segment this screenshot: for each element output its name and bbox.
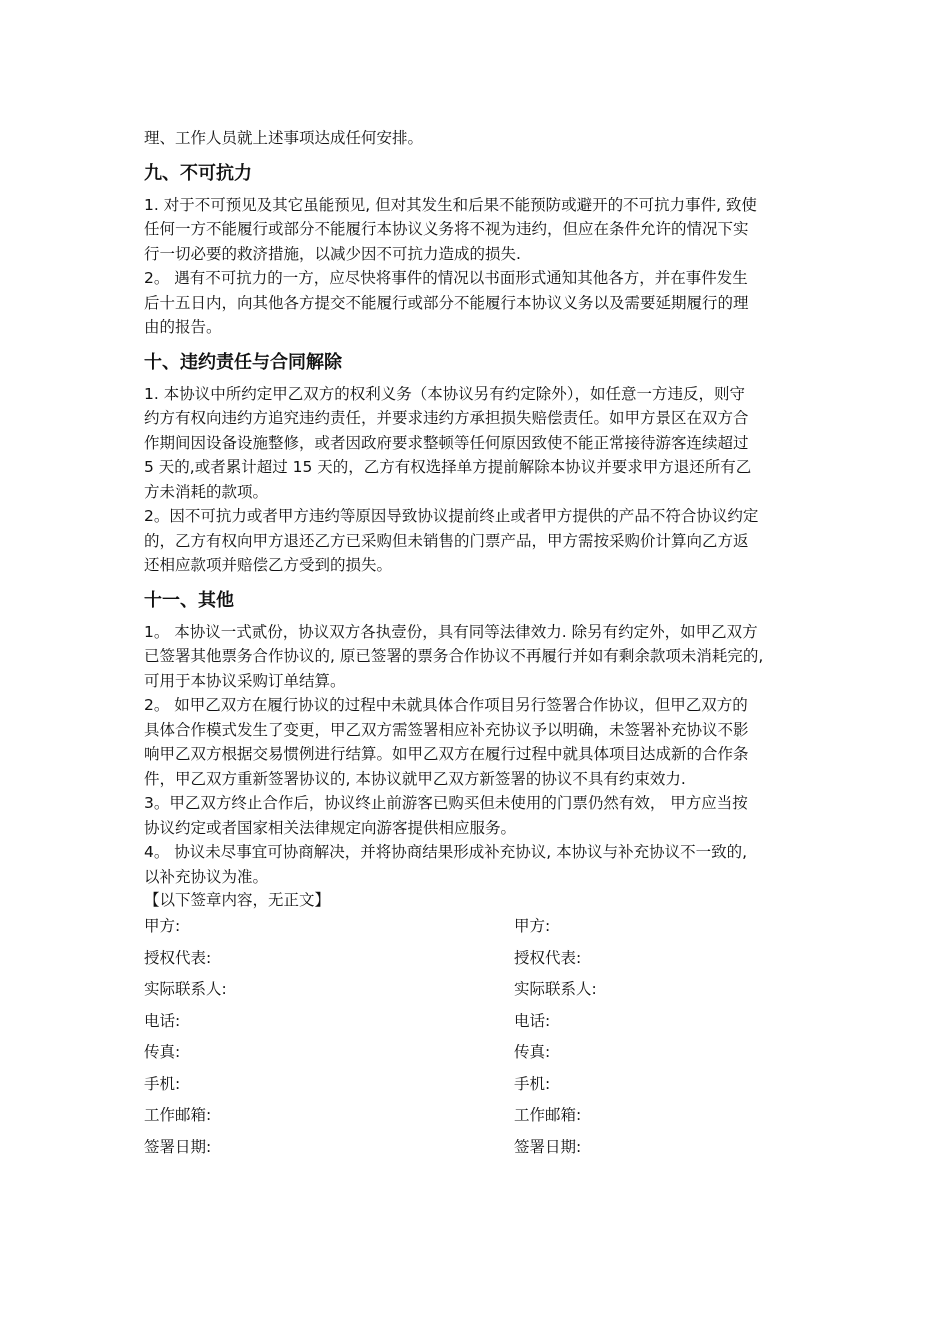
text-line: 1. 对于不可预见及其它虽能预见, 但对其发生和后果不能预防或避开的不可抗力事件, 致使 [144,195,757,214]
signature-table [144,911,814,1163]
text-line: 作期间因设备设施整修，或者因政府要求整顿等任何原因致使不能正常接待游客连续超过 [144,433,749,452]
party-b-mobile-label: 手机: [514,1074,551,1093]
text-line: 任何一方不能履行或部分不能履行本协议义务将不视为违约，但应在条件允许的情况下实 [144,220,749,238]
party-b-representative-label: 授权代表: [514,948,582,967]
text-line: 方未消耗的款项。 [144,482,269,501]
party-b-fax-label: 传真: [514,1043,551,1061]
section-10-paragraph-2 [144,504,814,578]
section-10-paragraph-1 [144,382,814,505]
text-line: 3。甲乙双方终止合作后，协议终止前游客已购买但未使用的门票仍然有效， 甲方应当按 [144,794,748,812]
text-line: 件，甲乙双方重新签署协议的, 本协议就甲乙双方新签署的协议不具有约束效力. [144,769,686,788]
text-line: 4。 协议未尽事宜可协商解决，并将协商结果形成补充协议, 本协议与补充协议不一致的, [144,843,748,861]
text-line: 行一切必要的救济措施，以减少因不可抗力造成的损失. [144,244,521,263]
party-b-phone-label: 电话: [514,1011,551,1030]
section-9-title: 九、不可抗力 [144,162,252,184]
text-line: 2。 如甲乙双方在履行协议的过程中未就具体合作项目另行签署合作协议，但甲乙双方的 [144,696,748,714]
text-line: 2。 遇有不可抗力的一方，应尽快将事件的情况以书面形式通知其他各方，并在事件发生 [144,269,748,287]
section-11-paragraph-2 [144,693,814,791]
text-line: 响甲乙双方根据交易惯例进行结算。如甲乙双方在履行过程中就具体项目达成新的合作条 [144,745,749,763]
party-b-name-label: 甲方: [514,917,551,935]
party-b-email-label: 工作邮箱: [514,1106,582,1124]
signature-notice: 【以下签章内容，无正文】 [144,891,331,909]
text-line: 以补充协议为准。 [144,867,269,886]
text-line: 具体合作模式发生了变更，甲乙双方需签署相应补充协议予以明确，未签署补充协议不影 [144,720,749,739]
intro-line: 理、工作人员就上述事项达成任何安排。 [144,129,424,147]
text-line: 还相应款项并赔偿乙方受到的损失。 [144,556,393,574]
section-11-paragraph-4 [144,840,814,889]
party-a-fax-label: 传真: [144,1043,181,1061]
party-b-date-label: 签署日期: [514,1137,582,1156]
party-a-date-label: 签署日期: [144,1137,212,1156]
section-11-title: 十一、其他 [144,589,234,611]
text-line: 约方有权向违约方追究违约责任，并要求违约方承担损失赔偿责任。如甲方景区在双方合 [144,409,749,427]
text-line: 已签署其他票务合作协议的, 原已签署的票务合作协议不再履行并如有剩余款项未消耗完的, [144,647,764,665]
text-line: 的，乙方有权向甲方退还乙方已采购但未销售的门票产品，甲方需按采购价计算向乙方返 [144,531,749,550]
section-11-paragraph-3 [144,791,814,840]
party-a-representative-label: 授权代表: [144,948,212,967]
text-line: 5 天的,或者累计超过 15 天的，乙方有权选择单方提前解除本协议并要求甲方退还所有乙 [144,458,752,476]
section-10-title: 十、违约责任与合同解除 [144,351,342,373]
party-a-contact-label: 实际联系人: [144,980,227,998]
document-page [144,126,814,1163]
party-a-email-label: 工作邮箱: [144,1106,212,1124]
text-line: 可用于本协议采购订单结算。 [144,671,346,690]
text-line: 1. 本协议中所约定甲乙双方的权利义务（本协议另有约定除外），如任意一方违反，则守 [144,384,745,403]
section-11-paragraph-1 [144,620,814,694]
section-9-paragraph-1 [144,193,814,267]
party-a-name-label: 甲方: [144,917,181,935]
text-line: 协议约定或者国家相关法律规定向游客提供相应服务。 [144,818,517,837]
party-a-phone-label: 电话: [144,1011,181,1030]
text-line: 2。因不可抗力或者甲方违约等原因导致协议提前终止或者甲方提供的产品不符合协议约定 [144,507,759,525]
text-line: 1。 本协议一式贰份，协议双方各执壹份，具有同等法律效力. 除另有约定外，如甲乙双方 [144,622,758,641]
text-line: 由的报告。 [144,318,222,336]
section-9-paragraph-2 [144,266,814,340]
text-line: 后十五日内，向其他各方提交不能履行或部分不能履行本协议义务以及需要延期履行的理 [144,293,749,312]
party-a-mobile-label: 手机: [144,1074,181,1093]
party-b-contact-label: 实际联系人: [514,980,597,998]
